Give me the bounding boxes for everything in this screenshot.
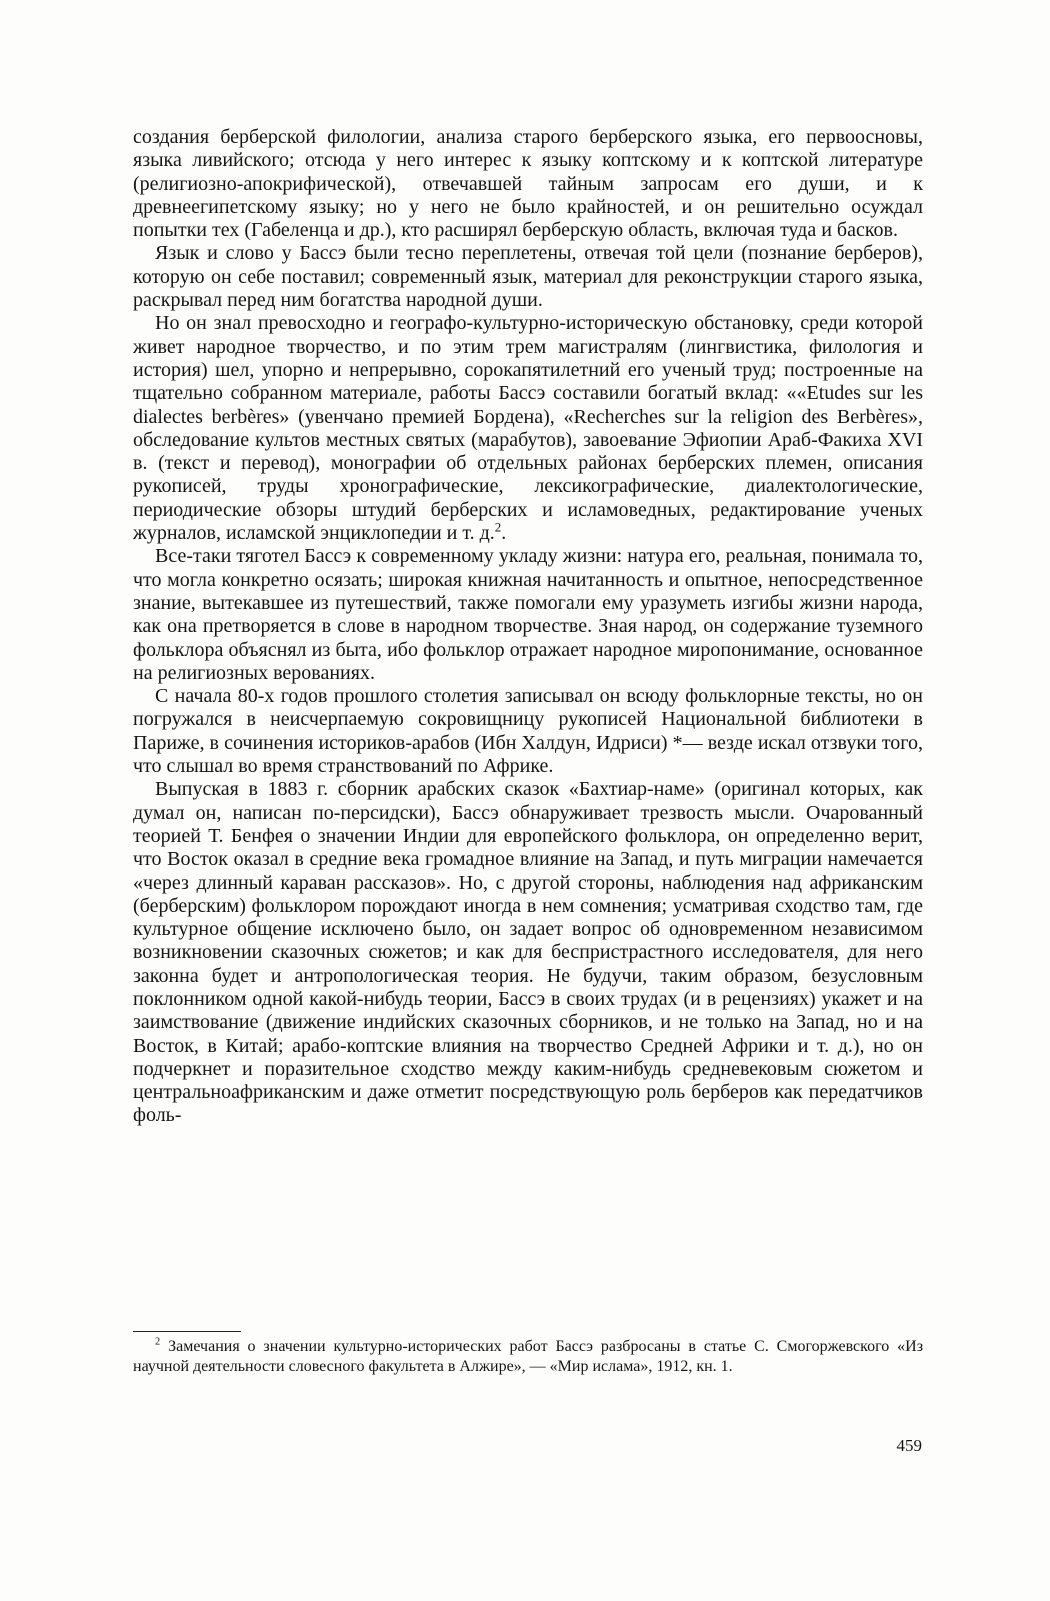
footnote-reference[interactable]: 2 <box>494 519 502 535</box>
main-text <box>133 126 923 1128</box>
paragraph-3-text: Но он знал превосходно и географо-культурно-историческую обстановку, среди которой живет народное творчество, и по этим трем магистралям (лингвистика, филология и история) шел, упорно и непрерывно, сорокапятилетний его ученый труд; построенные на тщательно собранном материале, работы Бассэ составили богатый вклад: ««Etudes sur les dialectes berbères» (увенчано премией Бордена), «Recherches sur la religion des Berbères», обследование культов местных святых (марабутов), завоевание Эфиопии Араб-Факиха XVI в. (текст и перевод), монографии об отдельных районах берберских племен, описания рукописей, труды хронографические, лексикографические, диалектологические, периодические обзоры штудий берберских и исламоведных, редактирование ученых журналов, исламской энциклопедии и т. д. <box>133 312 923 545</box>
footnote-divider <box>133 1331 241 1332</box>
footnote-text: Замечания о значении культурно-исторических работ Бассэ разбросаны в статье С. Смогоржевского «Из научной деятельности словесного факультета в Алжире», — «Мир ислама», 1912, кн. 1. <box>133 1338 924 1375</box>
paragraph-5: С начала 80-х годов прошлого столетия записывал он всюду фольклорные тексты, но он погружался в неисчерпаемую сокровищницу рукописей Национальной библиотеки в Париже, в сочинения историков-арабов (Ибн Халдун, Идриси) *— везде искал отзвуки того, что слышал во время странствований по Африке. <box>133 685 923 778</box>
paragraph-6: Выпуская в 1883 г. сборник арабских сказок «Бахтиар-наме» (оригинал которых, как думал он, написан по-персидски), Бассэ обнаруживает трезвость мысли. Очарованный теорией Т. Бенфея о значении Индии для европейского фольклора, он определенно верит, что Восток оказал в средние века громадное влияние на Запад, и путь миграции намечается «через длинный караван рассказов». Но, с другой стороны, наблюдения над африканским (берберским) фольклором порождают иногда в нем сомнения; усматривая сходство там, где культурное общение исключено было, он задает вопрос об одновременном независимом возникновении сказочных сюжетов; и как для беспристрастного исследователя, для него законна будет и антропологическая теория. Не будучи, таким образом, безусловным поклонником одной какой-нибудь теории, Бассэ в своих трудах (и в рецензиях) укажет и на заимствование (движение индийских сказочных сборников, и не только на Запад, но и на Восток, в Китай; арабо-коптские влияния на творчество Средней Африки и т. д.), но он подчеркнет и поразительное сходство между каким-нибудь средневековым сюжетом и центральноафриканским и даже отметит посредствующую роль берберов как передатчиков фоль- <box>133 778 923 1127</box>
footnote-2 <box>133 1337 923 1377</box>
paragraph-3: Но он знал превосходно и географо-культурно-историческую обстановку, среди которой живет народное творчество, и по этим трем магистралям (лингвистика, филология и история) шел, упорно и непрерывно, сорокапятилетний его ученый труд; построенные на тщательно собранном материале, работы Бассэ составили богатый вклад: ««Etudes sur les dialectes berbères» (увенчано премией Бордена), «Recherches sur la religion des Berbères», обследование культов местных святых (марабутов), завоевание Эфиопии Араб-Факиха XVI в. (текст и перевод), монографии об отдельных районах берберских племен, описания рукописей, труды хронографические, лексикографические, диалектологические, периодические обзоры штудий берберских и исламоведных, редактирование ученых журналов, исламской энциклопедии и т. д.$^2$. <box>133 312 923 545</box>
footnotes <box>133 1337 923 1377</box>
paragraph-2: Язык и слово у Бассэ были тесно переплетены, отвечая той цели (познание берберов), которую он себе поставил; современный язык, материал для реконструкции старого языка, раскрывал перед ним богатства народной души. <box>133 242 923 312</box>
page-number: 459 <box>896 1436 922 1455</box>
paragraph-4: Все-таки тяготел Бассэ к современному укладу жизни: натура его, реальная, понимала то, что могла конкретно осязать; широкая книжная начитанность и опытное, непосредственное знание, вытекавшее из путешествий, также помогали ему уразуметь изгибы жизни народа, как она претворяется в слове в народном творчестве. Зная народ, он содержание туземного фольклора объяснял из быта, ибо фольклор отражает народное миропонимание, основанное на религиозных верованиях. <box>133 545 923 684</box>
paragraph-1: создания берберской филологии, анализа старого берберского языка, его первоосновы, языка ливийского; отсюда у него интерес к языку коптскому и к коптской литературе (религиозно-апокрифической), отвечавшей тайным запросам его души, и к древнеегипетскому языку; но у него не было крайностей, и он решительно осуждал попытки тех (Габеленца и др.), кто расширял берберскую область, включая туда и басков. <box>133 126 923 242</box>
footnote-marker: 2 <box>155 1336 161 1348</box>
